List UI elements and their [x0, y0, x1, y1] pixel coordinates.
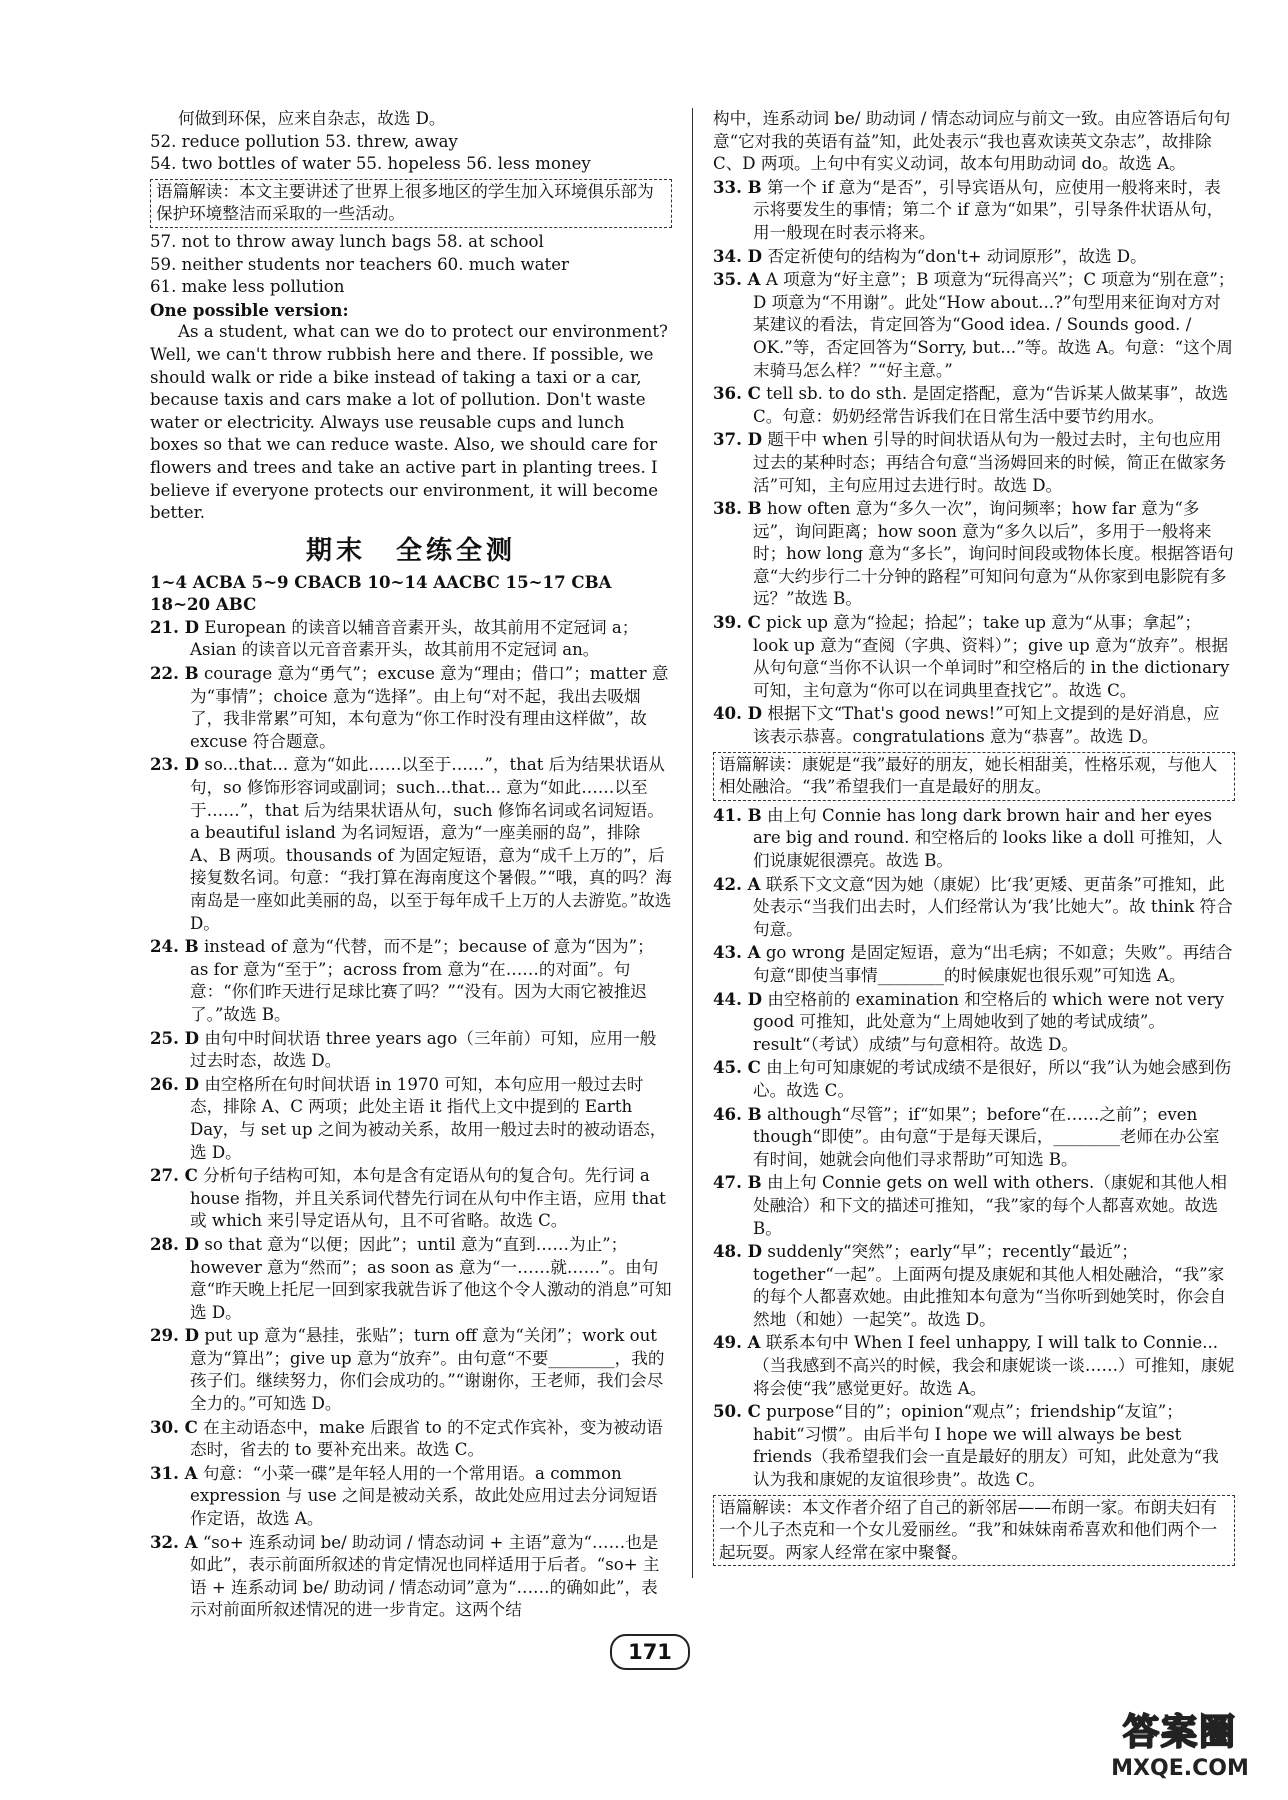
explanation-item: [150, 1027, 672, 1073]
explanation-item: [150, 1164, 672, 1233]
item-number: 30. C: [150, 1416, 198, 1437]
answer-line: 54. two bottles of water 55. hopeless 56. less money: [150, 154, 591, 174]
explanation-item: [713, 611, 1235, 702]
item-number: 43. A: [713, 942, 761, 963]
item-text: 句意：“小菜一碟”是年轻人用的一个常用语。a common expression 与 use 之间是被动关系，故此处应用过去分词短语作定语，故选 A。: [190, 1463, 658, 1529]
item-text: 由上句 Connie has long dark brown hair and her eyes are big and round. 和空格后的 looks like a doll 可推知，人们说康妮很漂亮。故选 B。: [753, 805, 1223, 870]
explanation-item: [713, 1056, 1235, 1102]
discourse-note: 语篇解读：本文作者介绍了自己的新邻居——布朗一家。布朗夫妇有一个儿子杰克和一个女儿爱丽丝。“我”和妹妹南希喜欢和他们两个一起玩耍。两家人经常在家中聚餐。: [713, 1495, 1235, 1567]
item-number: 29. D: [150, 1325, 200, 1346]
item-text: “so+ 连系动词 be/ 助动词 / 情态动词 + 主语”意为“……也是如此”，表示前面所叙述的肯定情况也同样适用于后者。“so+ 主语 + 连系动词 be/ 助动词 / 情态动词”意为“……的确如此”，表示对前面所叙述情况的进一步肯定。这两个结: [190, 1532, 660, 1620]
item-text: 由句中时间状语 three years ago（三年前）可知，应用一般过去时态，故选 D。: [190, 1028, 657, 1071]
watermark-text: 答案圈: [1122, 1712, 1237, 1753]
item-text: 由空格前的 examination 和空格后的 which were not very good 可推知，此处意为“上周她收到了她的考试成绩”。result“（考试）成绩”与句意相符。故选 D。: [753, 989, 1225, 1054]
item-number: 23. D: [150, 754, 200, 775]
right-column: [713, 108, 1235, 1569]
explanation-item: [150, 662, 672, 753]
explanation-item: [713, 1240, 1235, 1331]
item-number: 37. D: [713, 429, 763, 450]
item-text: 由上句可知康妮的考试成绩不是很好，所以“我”认为她会感到伤心。故选 C。: [753, 1058, 1232, 1100]
item-text: 第一个 if 意为“是否”，引导宾语从句，应使用一般将来时，表示将要发生的事情；第二个 if 意为“如果”，引导条件状语从句，用一般现在时表示将来。: [753, 177, 1224, 242]
item-text: 在主动语态中，make 后跟省 to 的不定式作宾补，变为被动语态时，省去的 to 要补充出来。故选 C。: [190, 1417, 663, 1460]
left-column: [150, 108, 672, 1622]
item-text: so that 意为“以便；因此”；until 意为“直到……为止”；however 意为“然而”；as soon as 意为“一……就……”。由句意“昨天晚上托尼一回到家我就告诉了他这个令人激动的消息”可知选 D。: [190, 1234, 672, 1322]
item-text: 联系本句中 When I feel unhappy, I will talk to Connie...（当我感到不高兴的时候，我会和康妮谈一谈……）可推知，康妮将会使“我”感觉更好。故选 A。: [753, 1333, 1235, 1398]
answer-line: 52. reduce pollution 53. threw, away: [150, 131, 458, 151]
explanation-list: [150, 616, 672, 1622]
discourse-note: 语篇解读：本文主要讲述了世界上很多地区的学生加入环境俱乐部为保护环境整洁而采取的一些活动。: [150, 179, 672, 228]
page-number: 171: [610, 1634, 690, 1670]
item-text: 联系下文文意“因为她（康妮）比‘我’更矮、更苗条”可推知，此处表示“当我们出去时，人们经常认为‘我’比她大”。故 think 符合句意。: [753, 874, 1233, 939]
item-text: 根据下文“That's good news!”可知上文提到的是好消息，应该表示恭喜。congratulations 意为“恭喜”。故选 D。: [753, 704, 1220, 747]
item-number: 25. D: [150, 1027, 200, 1048]
explanation-item: [150, 753, 672, 935]
explanation-item: [713, 268, 1235, 382]
explanation-item: [713, 873, 1235, 942]
item-number: 49. A: [713, 1332, 761, 1353]
explanation-item: [713, 1171, 1235, 1240]
item-number: 22. B: [150, 663, 199, 684]
item-text: instead of 意为“代替，而不是”；because of 意为“因为”；as for 意为“至于”；across from 意为“在……的对面”。句意：“你们昨天进行足球比赛了吗？”“没有。因为大雨它被推迟了。”故选 B。: [190, 937, 654, 1024]
item-number: 42. A: [713, 873, 761, 894]
item-number: 21. D: [150, 616, 200, 637]
item-number: 46. B: [713, 1103, 762, 1124]
explanation-item: [150, 1073, 672, 1164]
discourse-note: 语篇解读：康妮是“我”最好的朋友，她长相甜美，性格乐观，与他人相处融洽。“我”希望我们一直是最好的朋友。: [713, 752, 1235, 801]
item-text: pick up 意为“捡起；拾起”；take up 意为“从事；拿起”；look up 意为“查阅（字典、资料）”；give up 意为“放弃”。根据从句句意“当你不认识一个单词时”和空格后的 in the dictionary 可知，主句意为“你可以在词典里查找它”。故选 C。: [753, 613, 1230, 700]
item-number: 36. C: [713, 383, 761, 404]
explanation-item: [713, 804, 1235, 873]
item-text: although“尽管”；if“如果”；before“在……之前”；even though“即使”。由句意“于是每天课后，________老师在办公室有时间，她就会向他们寻求帮助”可知选 B。: [753, 1104, 1220, 1169]
item-text: 由空格所在句时间状语 in 1970 可知，本句应用一般过去时态，排除 A、C 两项；此处主语 it 指代上文中提到的 Earth Day，与 set up 之间为被动关系，故用一般过去时的被动语态，选 D。: [190, 1074, 667, 1162]
item-text: how often 意为“多久一次”，询问频率；how far 意为“多远”，询问距离；how soon 意为“多久以后”，多用于一般将来时；how long 意为“多长”，询问时间段或物体长度。根据答语句意“大约步行二十分钟的路程”可知问句意为“从你家到电影院有多远？”故选 B。: [753, 499, 1234, 609]
answer-line: 61. make less pollution: [150, 277, 345, 297]
item-number: 33. B: [713, 176, 762, 197]
explanation-item: [713, 941, 1235, 987]
item-text: 由上句 Connie gets on well with others.（康妮和其他人相处融洽）和下文的描述可推知，“我”家的每个人都喜欢她。故选 B。: [753, 1173, 1228, 1238]
answer-key-line: 1~4 ACBA 5~9 CBACB 10~14 AACBC 15~17 CBA: [150, 571, 612, 592]
explanation-item: [150, 1233, 672, 1324]
explanation-item: [713, 702, 1235, 748]
item-number: 32. A: [150, 1531, 198, 1552]
explanation-item: [713, 428, 1235, 497]
explanation-item: [713, 245, 1235, 269]
explanation-item: [713, 497, 1235, 611]
item-number: 24. B: [150, 936, 199, 957]
item-number: 35. A: [713, 269, 761, 290]
item-text: European 的读音以辅音音素开头，故其前用不定冠词 a；Asian 的读音以元音音素开头，故其前用不定冠词 an。: [190, 617, 639, 660]
explanation-item: [150, 1531, 672, 1622]
item-number: 50. C: [713, 1401, 761, 1422]
item-number: 26. D: [150, 1073, 200, 1094]
item-number: 34. D: [713, 245, 763, 266]
watermark-logo: [1105, 1712, 1255, 1790]
item-number: 44. D: [713, 988, 763, 1009]
answer-line: 59. neither students nor teachers 60. much water: [150, 254, 569, 274]
item-text: tell sb. to do sth. 是固定搭配，意为“告诉某人做某事”，故选 C。句意：奶奶经常告诉我们在日常生活中要节约用水。: [753, 384, 1229, 426]
item-text: 题干中 when 引导的时间状语从句为一般过去时，主句也应用过去的某种时态；再结合句意“当汤姆回来的时候，简正在做家务活”可知，主句应用过去进行时。故选 D。: [753, 430, 1227, 495]
item-text: put up 意为“悬挂，张贴”；turn off 意为“关闭”；work out 意为“算出”；give up 意为“放弃”。由句意“不要________，我的孩子们。继续努力，你们会成功的。”“谢谢你，王老师，我们会尽全力的。”可知选 D。: [190, 1326, 665, 1414]
watermark-url: MXQE.COM: [1111, 1756, 1249, 1781]
item-text: 分析句子结构可知，本句是含有定语从句的复合句。先行词 a house 指物，并且关系词代替先行词在从句中作主语，应用 that 或 which 来引导定语从句，且不可省略。故选 C。: [190, 1166, 666, 1231]
explanation-item: [150, 1462, 672, 1531]
explanation-item: [713, 988, 1235, 1057]
item-text: A 项意为“好主意”；B 项意为“玩得高兴”；C 项意为“别在意”；D 项意为“不用谢”。此处“How about...?”句型用来征询对方对某建议的看法，肯定回答为“Good idea. / Sounds good. / OK.”等，否定回答为“Sorry, but...”等。故选 A。句意：“这个周末骑马怎么样？”“好主意。”: [753, 270, 1235, 380]
explanation-item: [150, 1324, 672, 1415]
item-number: 39. C: [713, 612, 761, 633]
explanation-item: [713, 1103, 1235, 1172]
item-text: so...that... 意为“如此……以至于……”，that 后为结果状语从句，so 修饰形容词或副词；such...that... 意为“如此……以至于……”，that 后为结果状语从句，such 修饰名词或名词短语。a beautiful island 为名词短语，意为“一座美丽的岛”，排除 A、B 两项。thousands of 为固定短语，意为“成千上万的”，后接复数名词。句意：“我打算在海南度这个暑假。”“哦，真的吗？海南岛是一座如此美丽的岛，以至于每年成千上万的人去游览。”故选 D。: [190, 755, 672, 933]
item-number: 38. B: [713, 498, 762, 519]
item-text: suddenly“突然”；early“早”；recently“最近”；together“一起”。上面两句提及康妮和其他人相处融洽，“我”家的每个人都喜欢她。由此推知本句意为“当你听到她笑时，你会自然地（和她）一起笑”。故选 D。: [753, 1242, 1227, 1329]
explanation-item: [713, 382, 1235, 428]
item-text: purpose“目的”；opinion“观点”；friendship“友谊”；habit“习惯”。由后半句 I hope we will always be best friends（我希望我们会一直是最好的朋友）可知，此处意为“我认为我和康妮的友谊很珍贵”。故选 C。: [753, 1402, 1219, 1490]
explanation-list: [713, 804, 1235, 1492]
explanation-item: [150, 616, 672, 662]
section-title: 期末 全练全测: [305, 535, 516, 566]
column-divider: [692, 108, 693, 1578]
explanation-item: [713, 1331, 1235, 1400]
item-text: 否定祈使句的结构为“don't+ 动词原形”，故选 D。: [767, 246, 1147, 266]
explanation-list: [713, 176, 1235, 749]
explanation-item: [713, 1400, 1235, 1491]
answer-line: 57. not to throw away lunch bags 58. at school: [150, 231, 544, 251]
item-number: 27. C: [150, 1165, 198, 1186]
continued-text: 构中，连系动词 be/ 助动词 / 情态动词应与前文一致。由应答语后句句意“它对我的英语有益”知，此处表示“我也喜欢读英文杂志”，故排除 C、D 两项。上句中有实义动词，故本句用助动词 do。故选 A。: [713, 109, 1231, 174]
explanation-item: [150, 1416, 672, 1462]
text-line: 何做到环保，应来自杂志，故选 D。: [178, 109, 446, 128]
version-label: One possible version:: [150, 299, 349, 320]
item-number: 40. D: [713, 703, 763, 724]
item-text: courage 意为“勇气”；excuse 意为“理由；借口”；matter 意为“事情”；choice 意为“选择”。由上句“对不起，我出去吸烟了，我非常累”可知，本句意为“你工作时没有理由这样做”，故 excuse 符合题意。: [190, 664, 669, 751]
item-number: 45. C: [713, 1057, 761, 1078]
item-text: go wrong 是固定短语，意为“出毛病；不如意；失败”。再结合句意“即使当事情________的时候康妮也很乐观”可知选 A。: [753, 943, 1233, 985]
item-number: 48. D: [713, 1241, 763, 1262]
item-number: 31. A: [150, 1462, 198, 1483]
explanation-item: [150, 935, 672, 1026]
answer-key-line: 18~20 ABC: [150, 594, 257, 615]
essay-paragraph: As a student, what can we do to protect our environment? Well, we can't throw rubbish here and there. If possible, we should walk or ride a bike instead of taking a taxi or a car, because taxis and cars make a lot of pollution. Don't waste water or electricity. Always use reusable cups and lunch boxes so that we can reduce waste. Also, we should care for flowers and trees and take an active part in planting trees. I believe if everyone protects our environment, it will become better.: [150, 322, 668, 523]
item-number: 41. B: [713, 804, 762, 825]
item-number: 28. D: [150, 1233, 200, 1254]
item-number: 47. B: [713, 1172, 762, 1193]
explanation-item: [713, 176, 1235, 245]
